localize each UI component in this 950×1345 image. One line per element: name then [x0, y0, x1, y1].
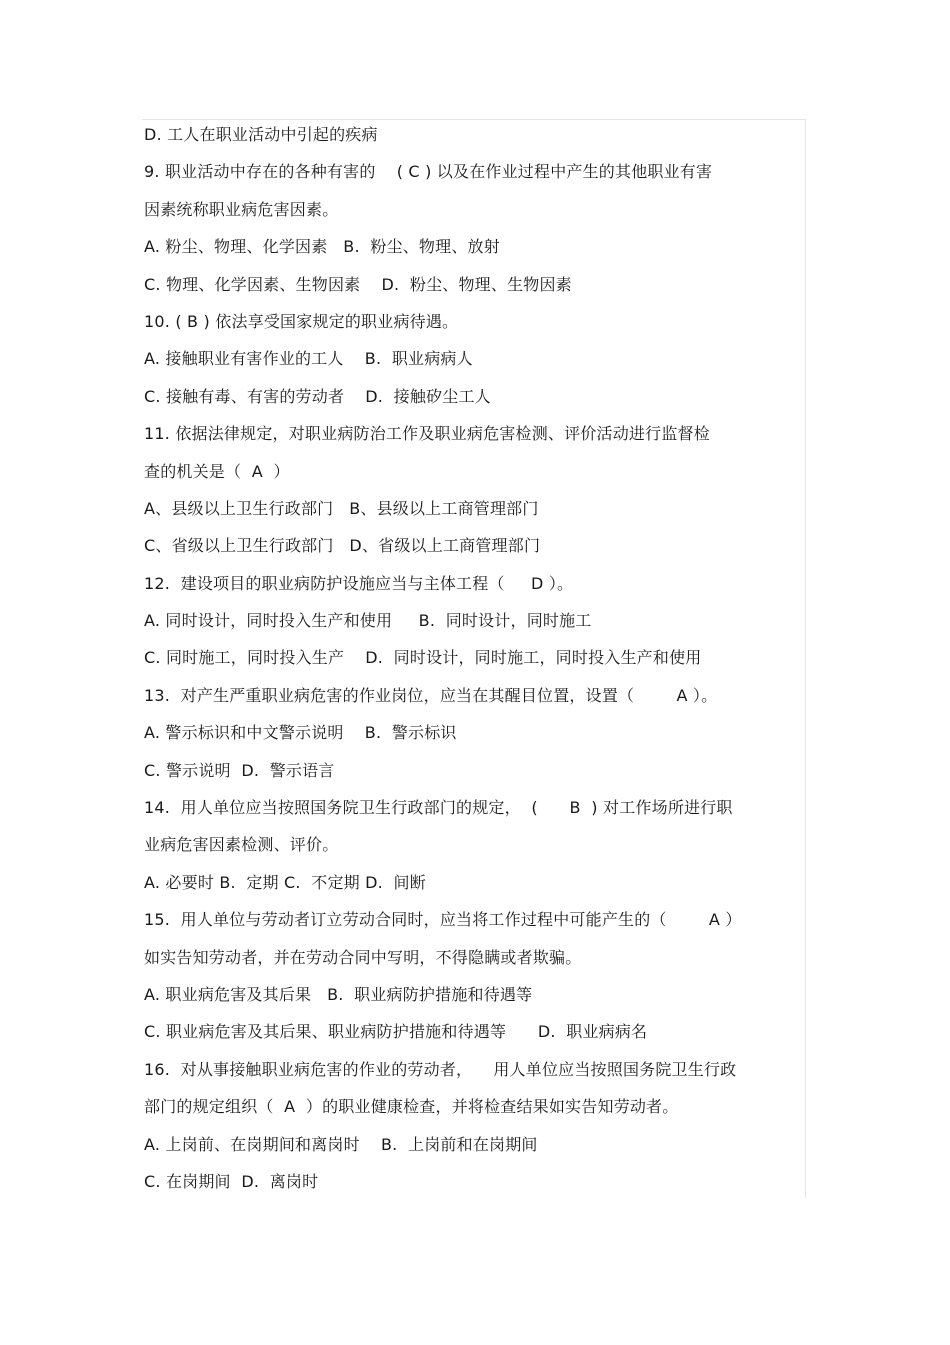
question-line-11-cont: 查的机关是（ A ）	[144, 461, 290, 481]
question-line-13: 13. 对产生严重职业病危害的作业岗位，应当在其醒目位置，设置（ A ）。	[144, 685, 718, 705]
question-line-12: 12. 建设项目的职业病防护设施应当与主体工程（ D ）。	[144, 573, 574, 593]
option-line-8d: D. 工人在职业活动中引起的疾病	[144, 125, 378, 144]
options-line-12cd: C. 同时施工，同时投入生产 D. 同时设计，同时施工，同时投入生产和使用	[144, 648, 702, 668]
options-line-14: A. 必要时 B. 定期 C. 不定期 D. 间断	[144, 872, 426, 892]
options-line-11cd: C、省级以上卫生行政部门 D、省级以上工商管理部门	[144, 536, 541, 556]
options-line-12ab: A. 同时设计，同时投入生产和使用 B. 同时设计，同时施工	[144, 611, 592, 631]
options-line-10ab: A. 接触职业有害作业的工人 B. 职业病病人	[144, 349, 473, 369]
question-line-15-cont: 如实告知劳动者，并在劳动合同中写明，不得隐瞒或者欺骗。	[144, 947, 582, 967]
options-line-10cd: C. 接触有毒、有害的劳动者 D. 接触矽尘工人	[144, 386, 491, 406]
question-line-10: 10. ( B ) 依法享受国家规定的职业病待遇。	[144, 311, 459, 331]
question-line-14: 14. 用人单位应当按照国务院卫生行政部门的规定， ( B ) 对工作场所进行职	[144, 798, 733, 818]
options-line-15cd: C. 职业病危害及其后果、职业病防护措施和待遇等 D. 职业病病名	[144, 1022, 648, 1042]
options-line-13cd: C. 警示说明 D. 警示语言	[144, 760, 335, 780]
question-line-15: 15. 用人单位与劳动者订立劳动合同时，应当将工作过程中可能产生的（ A ）	[144, 910, 742, 930]
options-line-13ab: A. 警示标识和中文警示说明 B. 警示标识	[144, 723, 457, 743]
options-line-9ab: A. 粉尘、物理、化学因素 B. 粉尘、物理、放射	[144, 237, 500, 257]
options-line-11ab: A、县级以上卫生行政部门 B、县级以上工商管理部门	[144, 498, 539, 518]
question-line-14-cont: 业病危害因素检测、评价。	[144, 835, 339, 855]
question-line-16-cont: 部门的规定组织（ A ）的职业健康检查，并将检查结果如实告知劳动者。	[144, 1097, 679, 1117]
options-line-16ab: A. 上岗前、在岗期间和离岗时 B. 上岗前和在岗期间	[144, 1134, 538, 1154]
question-line-11: 11. 依据法律规定，对职业病防治工作及职业病危害检测、评价活动进行监督检	[144, 424, 710, 444]
options-line-16cd: C. 在岗期间 D. 离岗时	[144, 1171, 319, 1191]
question-line-9-cont: 因素统称职业病危害因素。	[144, 199, 339, 219]
question-line-16: 16. 对从事接触职业病危害的作业的劳动者， 用人单位应当按照国务院卫生行政	[144, 1059, 737, 1079]
options-line-15ab: A. 职业病危害及其后果 B. 职业病防护措施和待遇等	[144, 984, 533, 1004]
options-line-9cd: C. 物理、化学因素、生物因素 D. 粉尘、物理、生物因素	[144, 274, 572, 294]
document-body	[144, 116, 814, 1200]
question-line-9: 9. 职业活动中存在的各种有害的 ( C ) 以及在作业过程中产生的其他职业有害	[144, 162, 713, 182]
